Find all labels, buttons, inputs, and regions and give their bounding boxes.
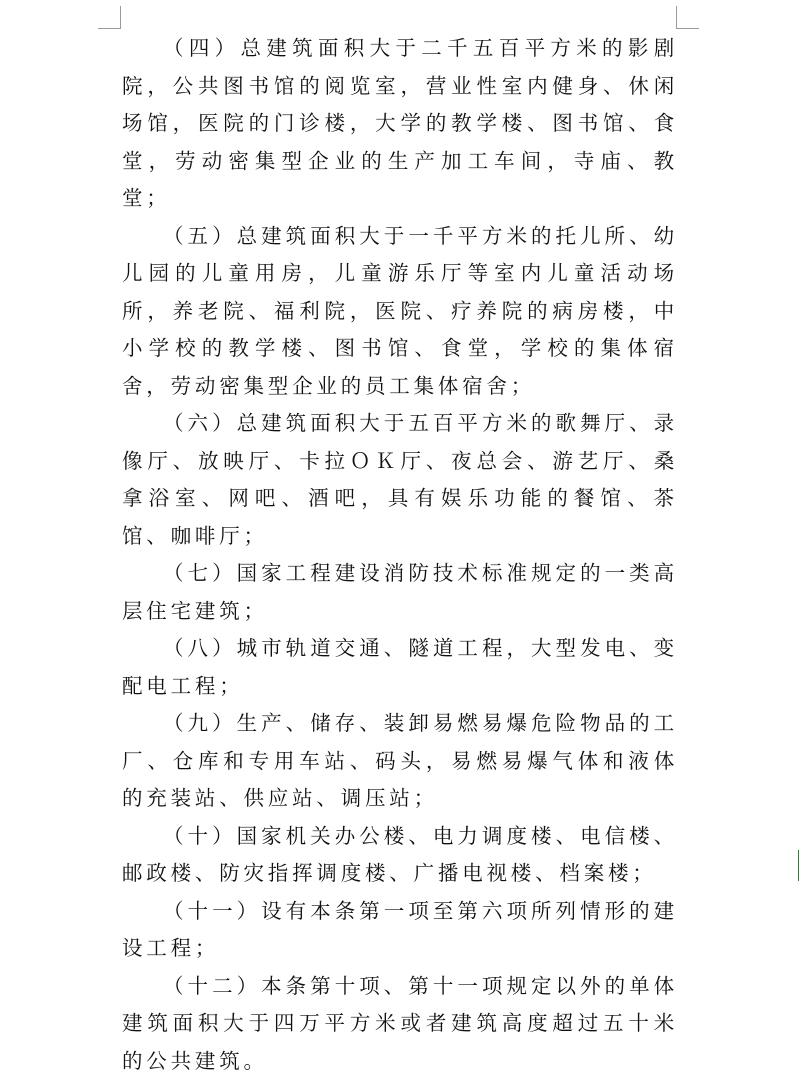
paragraph-item-12: （十二）本条第十项、第十一项规定以外的单体建筑面积大于四万平方米或者建筑高度超过五十米的公共建筑。 [122, 968, 678, 1080]
paragraph-item-11: （十一）设有本条第一项至第六项所列情形的建设工程； [122, 893, 678, 968]
paragraph-item-6: （六）总建筑面积大于五百平方米的歌舞厅、录像厅、放映厅、卡拉ＯＫ厅、夜总会、游艺厅、桑拿浴室、网吧、酒吧，具有娱乐功能的餐馆、茶馆、咖啡厅； [122, 405, 678, 555]
paragraph-item-9: （九）生产、储存、装卸易燃易爆危险物品的工厂、仓库和专用车站、码头，易燃易爆气体和液体的充装站、供应站、调压站； [122, 705, 678, 818]
paragraph-item-10: （十）国家机关办公楼、电力调度楼、电信楼、邮政楼、防灾指挥调度楼、广播电视楼、档案楼； [122, 818, 678, 893]
paragraph-item-7: （七）国家工程建设消防技术标准规定的一类高层住宅建筑； [122, 555, 678, 630]
margin-corner-mark-left [98, 6, 121, 29]
margin-corner-mark-right [676, 6, 699, 29]
paragraph-item-5: （五）总建筑面积大于一千平方米的托儿所、幼儿园的儿童用房，儿童游乐厅等室内儿童活动场所，养老院、福利院，医院、疗养院的病房楼，中小学校的教学楼、图书馆、食堂，学校的集体宿舍，劳动密集型企业的员工集体宿舍； [122, 218, 678, 406]
paragraph-item-4: （四）总建筑面积大于二千五百平方米的影剧院，公共图书馆的阅览室，营业性室内健身、休闲场馆，医院的门诊楼，大学的教学楼、图书馆、食堂，劳动密集型企业的生产加工车间，寺庙、教堂； [122, 30, 678, 218]
document-body [122, 30, 678, 1080]
paragraph-item-8: （八）城市轨道交通、隧道工程，大型发电、变配电工程； [122, 630, 678, 705]
